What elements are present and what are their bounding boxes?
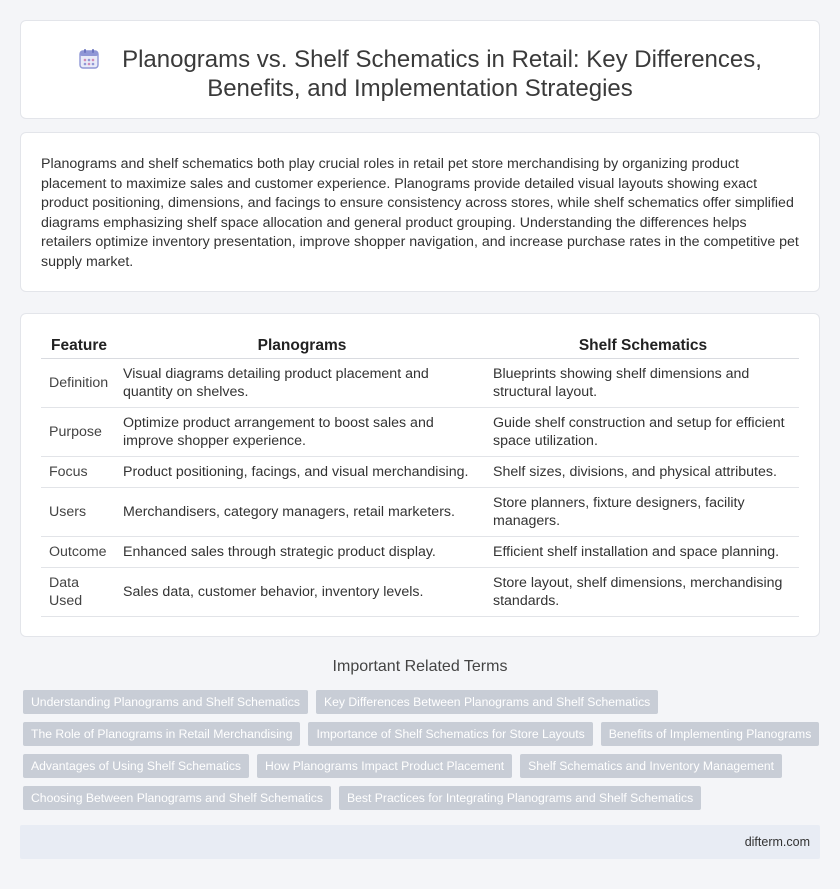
related-row (23, 722, 823, 746)
related-term-link[interactable]: Choosing Between Planograms and Shelf Schematics (23, 786, 331, 810)
row-schematic-cell: Efficient shelf installation and space planning. (487, 536, 799, 567)
table-header-row (41, 334, 799, 358)
intro-card (20, 132, 820, 292)
related-term-link[interactable]: Shelf Schematics and Inventory Management (520, 754, 782, 778)
related-row (23, 786, 823, 810)
table-row (41, 456, 799, 487)
page-title: Planograms vs. Shelf Schematics in Retail: Key Differences, Benefits, and Implementation Strategies (122, 46, 762, 102)
header-shelf-schematics: Shelf Schematics (487, 334, 799, 358)
page-title-wrap (21, 45, 819, 103)
related-term-link[interactable]: Understanding Planograms and Shelf Schematics (23, 690, 308, 714)
row-feature-cell: Users (41, 487, 117, 536)
related-terms-title: Important Related Terms (332, 658, 508, 675)
row-feature-cell: Purpose (41, 407, 117, 456)
row-schematic-cell: Store planners, fixture designers, facility managers. (487, 487, 799, 536)
row-feature-cell: Outcome (41, 536, 117, 567)
footer-site-link[interactable]: difterm.com (744, 835, 810, 849)
row-planogram-cell: Product positioning, facings, and visual merchandising. (117, 456, 487, 487)
related-term-link[interactable]: Benefits of Implementing Planograms (601, 722, 820, 746)
related-term-link[interactable]: The Role of Planograms in Retail Merchandising (23, 722, 300, 746)
row-planogram-cell: Enhanced sales through strategic product display. (117, 536, 487, 567)
table-row (41, 487, 799, 536)
related-term-link[interactable]: Best Practices for Integrating Planograms and Shelf Schematics (339, 786, 701, 810)
row-feature-cell: Data Used (41, 567, 117, 616)
table-row (41, 567, 799, 616)
header-card (20, 20, 820, 119)
header-planograms: Planograms (117, 334, 487, 358)
related-term-link[interactable]: Importance of Shelf Schematics for Store Layouts (308, 722, 592, 746)
row-planogram-cell: Optimize product arrangement to boost sales and improve shopper experience. (117, 407, 487, 456)
related-term-link[interactable]: How Planograms Impact Product Placement (257, 754, 512, 778)
comparison-card (20, 313, 820, 637)
header-feature: Feature (41, 334, 117, 358)
related-row (23, 690, 823, 714)
row-planogram-cell: Merchandisers, category managers, retail marketers. (117, 487, 487, 536)
intro-paragraph: Planograms and shelf schematics both play crucial roles in retail pet store merchandising by organizing product placement to maximize sales and customer experience. Planograms provide detailed visual layouts showing exact product positioning, dimensions, and facings to ensure consistency across stores, while shelf schematics offer simplified diagrams emphasizing shelf space allocation and general product grouping. Understanding the differences helps retailers optimize inventory presentation, improve shopper navigation, and increase purchase rates in the competitive pet supply market. (41, 156, 799, 270)
row-schematic-cell: Store layout, shelf dimensions, merchandising standards. (487, 567, 799, 616)
table-row (41, 536, 799, 567)
comparison-table (41, 334, 799, 617)
row-schematic-cell: Blueprints showing shelf dimensions and structural layout. (487, 358, 799, 407)
related-term-link[interactable]: Advantages of Using Shelf Schematics (23, 754, 249, 778)
row-planogram-cell: Sales data, customer behavior, inventory levels. (117, 567, 487, 616)
row-feature-cell: Definition (41, 358, 117, 407)
calendar-icon (78, 48, 100, 70)
table-row (41, 407, 799, 456)
row-feature-cell: Focus (41, 456, 117, 487)
footer (20, 825, 820, 859)
row-schematic-cell: Shelf sizes, divisions, and physical attributes. (487, 456, 799, 487)
row-planogram-cell: Visual diagrams detailing product placement and quantity on shelves. (117, 358, 487, 407)
related-term-link[interactable]: Key Differences Between Planograms and Shelf Schematics (316, 690, 658, 714)
related-row (23, 754, 823, 778)
related-terms (23, 690, 823, 818)
row-schematic-cell: Guide shelf construction and setup for efficient space utilization. (487, 407, 799, 456)
table-row (41, 358, 799, 407)
